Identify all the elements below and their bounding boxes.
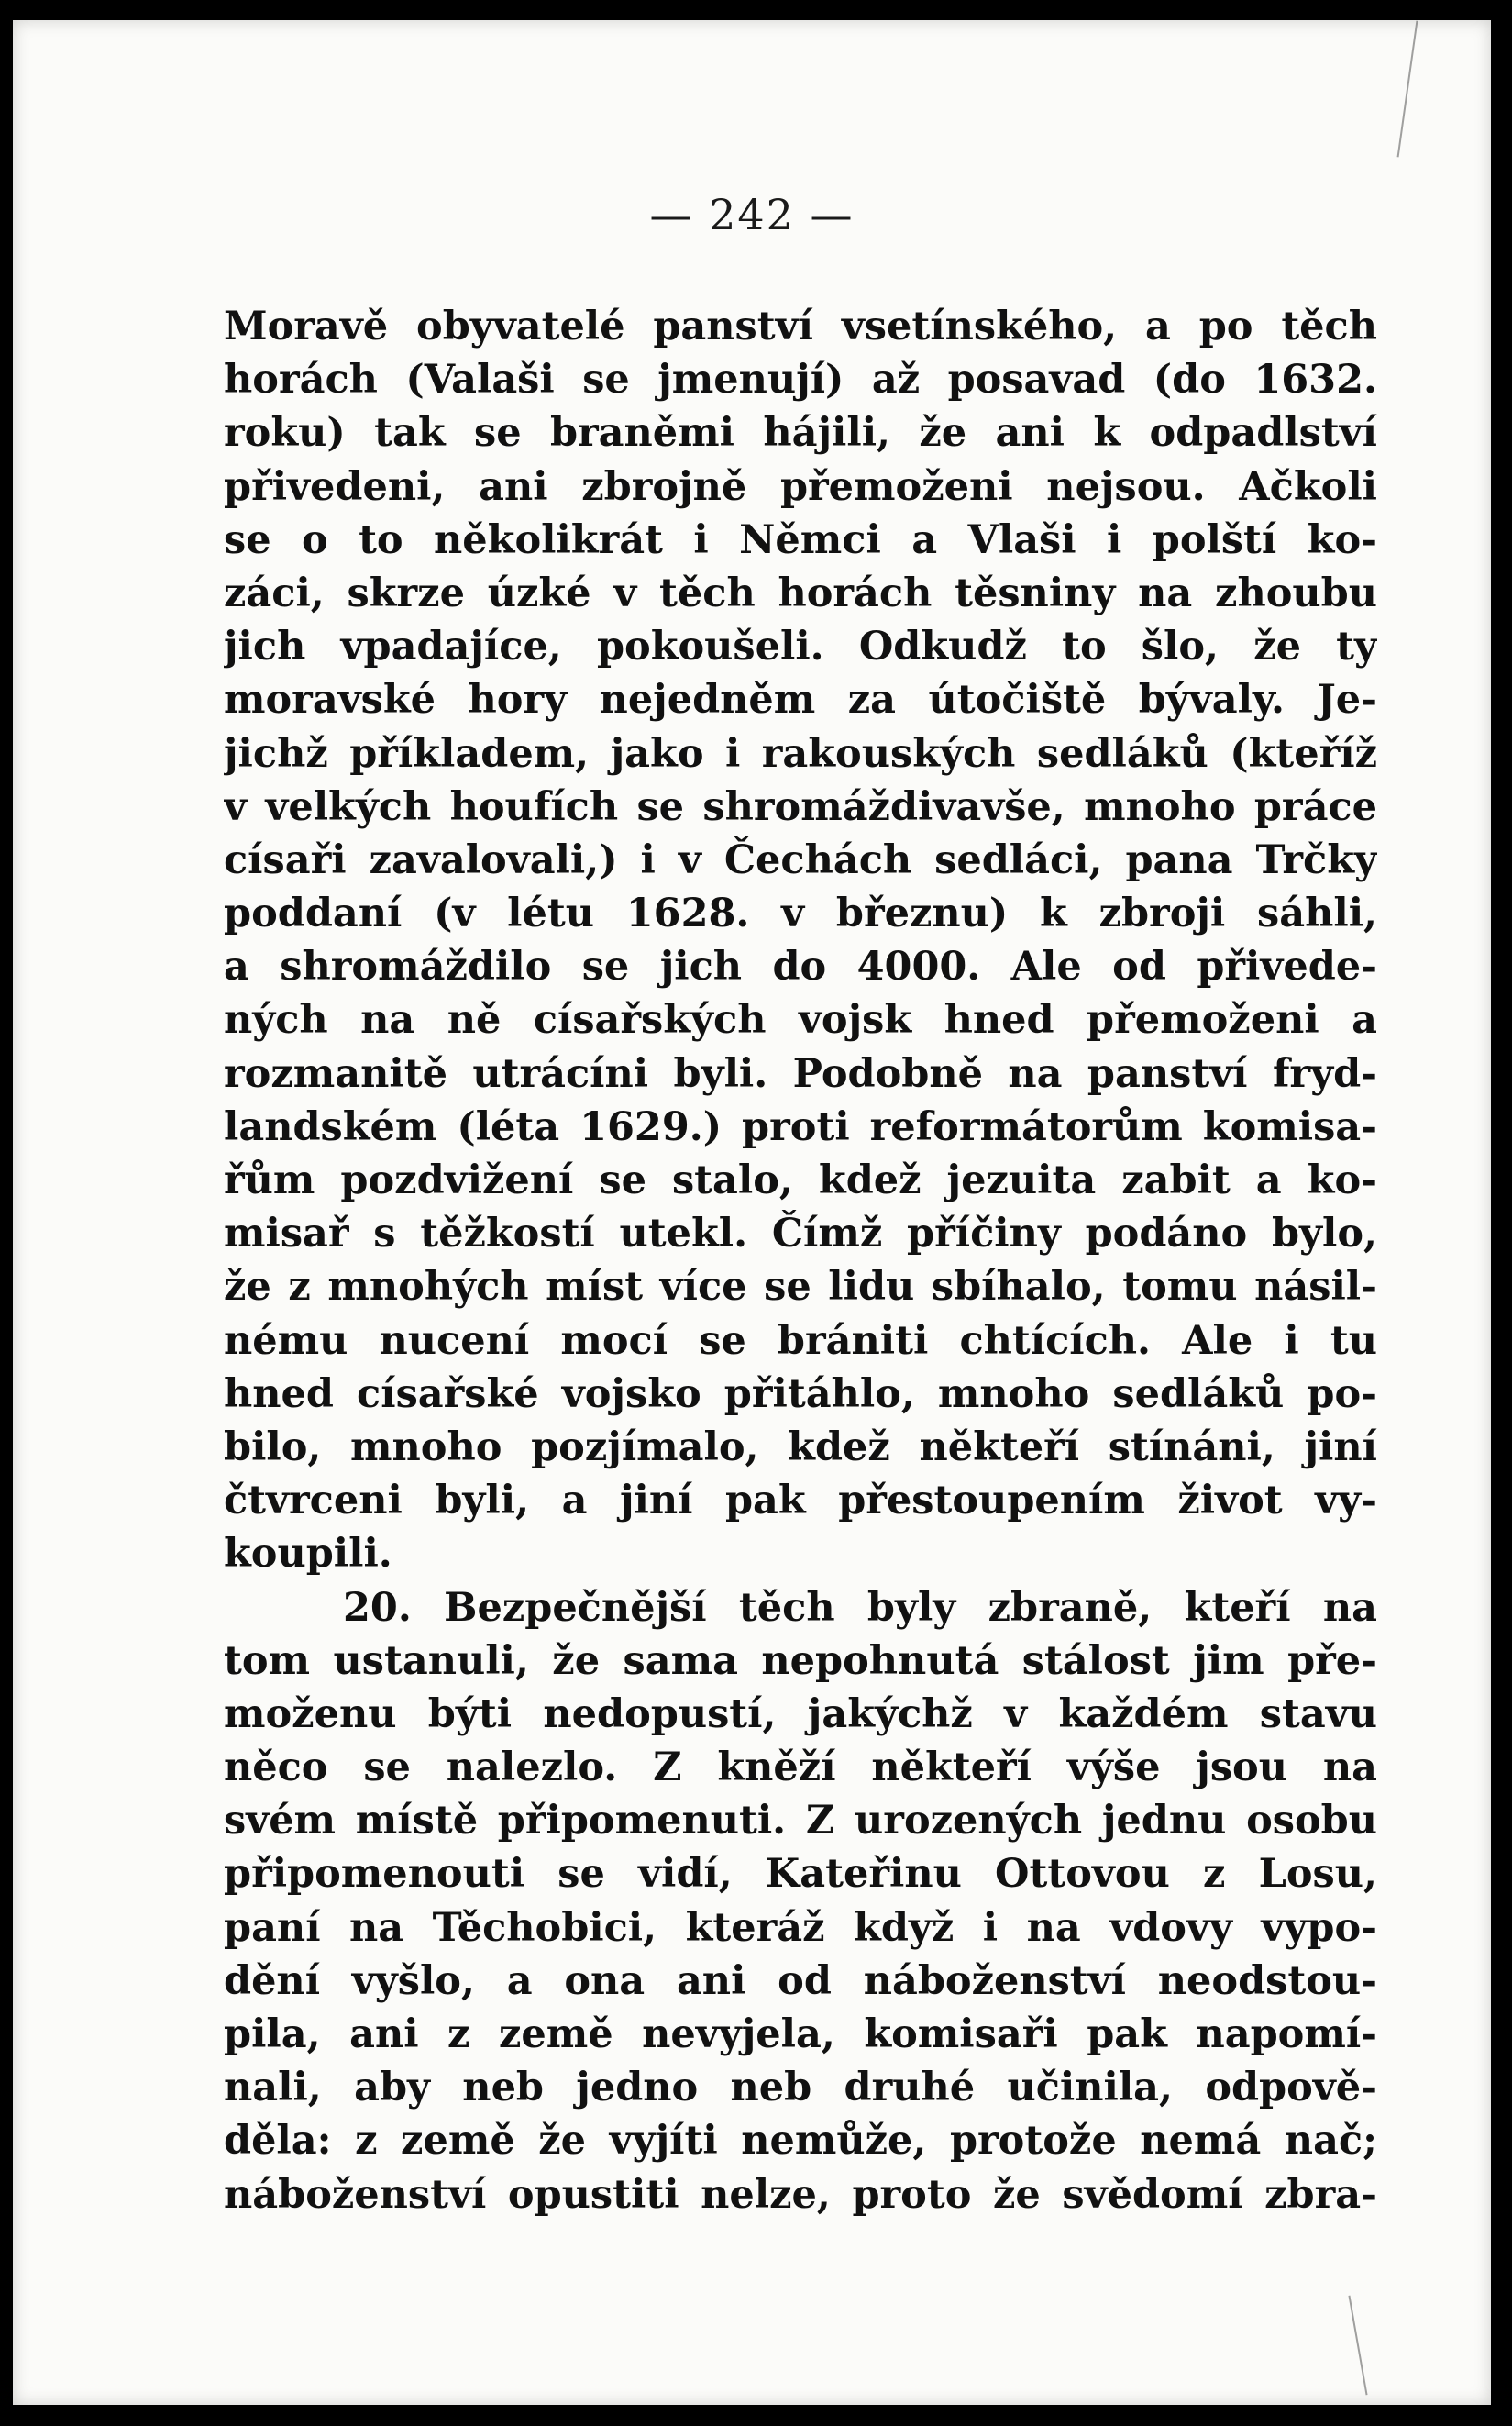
text-line: čtvrceni byli, a jiní pak přestoupením život vy- (224, 1478, 1377, 1524)
text-line: něco se nalezlo. Z kněží někteří výše jsou na (224, 1745, 1377, 1791)
text-line: v velkých houfích se shromáždivavše, mnoho práce (224, 783, 1377, 830)
text-line: ných na ně císařských vojsk hned přemoženi a (224, 997, 1377, 1044)
text-line: moravské hory nejedněm za útočiště bývaly. Je- (224, 677, 1377, 724)
text-line: dění vyšlo, a ona ani od náboženství neodstou- (224, 1957, 1377, 2004)
text-line: moženu býti nedopustí, jakýchž v každém stavu (224, 1690, 1377, 1737)
text-line: svém místě připomenuti. Z urozených jednu osobu (224, 1798, 1377, 1844)
text-line: nali, aby neb jedno neb druhé učinila, odpově- (224, 2065, 1377, 2111)
text-line: koupili. (224, 1531, 392, 1578)
text-line: děla: z země že vyjíti nemůže, protože nemá nač; (224, 2118, 1377, 2165)
text-line: nému nucení mocí se brániti chtících. Ale i tu (224, 1317, 1377, 1364)
book-page (13, 20, 1491, 2405)
text-line: že z mnohých míst více se lidu sbíhalo, tomu násil- (224, 1264, 1377, 1311)
text-line: se o to několikrát i Němci a Vlaši i polští ko- (224, 516, 1377, 563)
text-line: landském (léta 1629.) proti reformátorům komisa- (224, 1103, 1377, 1150)
body-text (224, 300, 1377, 2221)
text-line: císaři zavalovali,) i v Čechách sedláci, pana Trčky (224, 836, 1377, 883)
text-line: poddaní (v létu 1628. v březnu) k zbroji sáhli, (224, 891, 1377, 937)
text-line: tom ustanuli, že sama nepohnutá stálost jim pře- (224, 1637, 1377, 1684)
text-line: jich vpadajíce, pokoušeli. Odkudž to šlo, že ty (224, 624, 1377, 670)
paragraph (224, 1581, 1377, 2221)
text-line: Moravě obyvatelé panství vsetínského, a po těch (224, 304, 1377, 349)
text-line: roku) tak se braněmi hájili, že ani k odpadlství (224, 410, 1377, 457)
text-line: misař s těžkostí utekl. Čímž příčiny podáno bylo, (224, 1211, 1377, 1257)
text-line: náboženství opustiti nelze, proto že svědomí zbra- (224, 2171, 1377, 2218)
text-line: rozmanitě utrácíni byli. Podobně na panství fryd- (224, 1050, 1377, 1097)
text-line: bilo, mnoho pozjímalo, kdež někteří stínáni, jiní (224, 1423, 1377, 1470)
text-line: připomenouti se vidí, Kateřinu Ottovou z Losu, (224, 1851, 1377, 1898)
text-line: paní na Těchobici, kteráž když i na vdovy vypo- (224, 1904, 1377, 1951)
text-line: a shromáždilo se jich do 4000. Ale od přivede- (224, 944, 1377, 991)
page-number: — 242 — (649, 190, 855, 239)
text-line: 20. Bezpečnější těch byly zbraně, kteří na (343, 1584, 1377, 1631)
text-line: horách (Valaši se jmenují) až posavad (do 1632. (224, 357, 1377, 404)
text-line: záci, skrze úzké v těch horách těsniny na zhoubu (224, 570, 1377, 616)
paragraph (224, 300, 1377, 1581)
text-line: jichž příkladem, jako i rakouských sedláků (kteříž (224, 730, 1377, 777)
text-line: hned císařské vojsko přitáhlo, mnoho sedláků po- (224, 1370, 1377, 1417)
text-line: řům pozdvižení se stalo, kdež jezuita zabit a ko- (224, 1158, 1377, 1203)
text-line: pila, ani z země nevyjela, komisaři pak napomí- (224, 2011, 1377, 2057)
page-edge-mark (1397, 21, 1418, 158)
page-edge-mark (1348, 2296, 1367, 2396)
text-line: přivedeni, ani zbrojně přemoženi nejsou. Ačkoli (224, 463, 1377, 510)
